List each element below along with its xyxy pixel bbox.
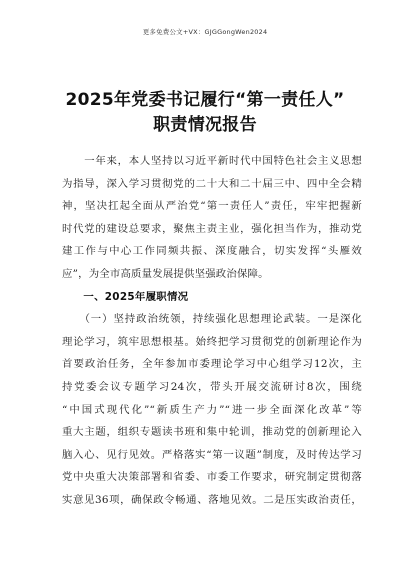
paragraph-line: 理论学习，筑牢思想根基。始终把学习贯彻党的创新理论作为 bbox=[62, 335, 362, 348]
document-body bbox=[62, 150, 362, 512]
page-header: 更多免费公文+VX：GJGGongWen2024 bbox=[142, 28, 268, 36]
paragraph-line: 持党委会议专题学习24次，带头开展交流研讨8次，围绕 bbox=[62, 380, 362, 393]
paragraph-line: 建工作与中心工作同频共振、深度融合，切实发挥“头雁效 bbox=[62, 245, 362, 258]
paragraph-line: 为指导，深入学习贯彻党的二十大和二十届三中、四中全会精 bbox=[62, 177, 362, 190]
paragraph-line: 脑入心、见行见效。严格落实“第一议题”制度，及时传达学习 bbox=[62, 448, 362, 461]
document-title-line-2: 职责情况报告 bbox=[153, 115, 257, 135]
paragraph-line: 时代党的建设总要求，聚焦主责主业，强化担当作为，推动党 bbox=[62, 222, 362, 235]
section-heading: 一、2025年履职情况 bbox=[62, 290, 189, 303]
paragraph-line: “中国式现代化”“新质生产力”“进一步全面深化改革”等 bbox=[62, 403, 362, 416]
section-paragraph bbox=[62, 308, 362, 511]
paragraph-line: 重大主题，组织专题读书班和集中轮训，推动党的创新理论入 bbox=[62, 426, 362, 439]
paragraph-line: 应”，为全市高质量发展提供坚强政治保障。 bbox=[62, 267, 269, 280]
paragraph-line: 一年来，本人坚持以习近平新时代中国特色社会主义思想 bbox=[62, 155, 362, 167]
paragraph-line: 神，坚决扛起全面从严治党“第一责任人”责任，牢牢把握新 bbox=[62, 200, 362, 213]
paragraph-line: 首要政治任务，全年参加市委理论学习中心组学习12次，主 bbox=[62, 358, 362, 371]
paragraph-line: （一）坚持政治统领，持续强化思想理论武装。一是深化 bbox=[62, 313, 362, 326]
paragraph-line: 党中央重大决策部署和省委、市委工作要求，研究制定贯彻落 bbox=[62, 471, 362, 484]
intro-paragraph bbox=[62, 150, 362, 286]
paragraph-line: 实意见36项，确保政令畅通、落地见效。二是压实政治责任， bbox=[62, 493, 362, 506]
document-title-line-1: 2025年党委书记履行“第一责任人” bbox=[65, 90, 345, 110]
